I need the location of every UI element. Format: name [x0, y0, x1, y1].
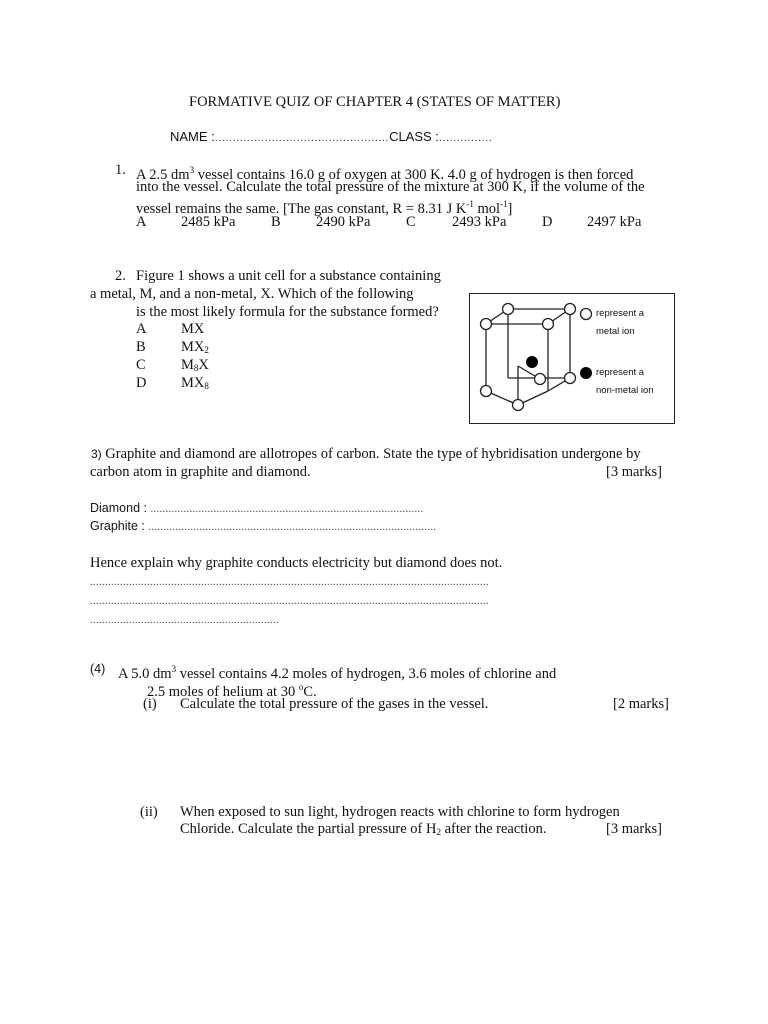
q1-option-c[interactable] — [406, 214, 416, 231]
q1-line-2: into the vessel. Calculate the total pressure of the mixture at 300 K, if the volume of the — [136, 179, 645, 195]
metal-ion — [565, 304, 576, 315]
name-class-line — [170, 128, 492, 147]
q3-line-1 — [91, 446, 641, 463]
explain-answer-line-2[interactable]: ..................................................................................................................................... — [90, 596, 489, 607]
q1-option-a-letter: A — [136, 214, 147, 230]
q2-option-c-letter: C — [136, 357, 146, 373]
explain-answer-line-3[interactable]: ............................................................... — [90, 615, 279, 626]
q1-line-3-a: vessel remains the same. [The gas constant, R = 8.31 J K — [136, 201, 467, 217]
q2-option-c-base: M — [181, 357, 194, 373]
q2-option-b-letter: B — [136, 339, 146, 355]
legend-metal — [596, 305, 644, 341]
name-label: NAME : — [170, 129, 215, 144]
q2-number: 2. — [115, 268, 126, 284]
q2-option-a-base: MX — [181, 321, 205, 337]
q2-line-1: Figure 1 shows a unit cell for a substance containing — [136, 268, 441, 284]
q1-line-1-b: vessel contains 16.0 g of oxygen at 300 K. 4.0 g of hydrogen is then forced — [194, 167, 634, 183]
q1-option-d[interactable] — [542, 214, 552, 231]
diamond-line — [90, 500, 424, 518]
q4-part-ii-line-2-sub: 2 — [436, 827, 441, 837]
q4-line-2-sup: o — [298, 682, 304, 692]
q1-option-a-value: 2485 kPa — [181, 214, 236, 230]
q2-option-c[interactable] — [136, 357, 146, 374]
q4-part-ii-line-2 — [180, 821, 546, 841]
q2-option-b-sub: 2 — [204, 345, 209, 355]
q1-option-c-letter: C — [406, 214, 416, 230]
q2-option-d-sub: 8 — [204, 381, 209, 391]
q1-option-b[interactable] — [271, 214, 281, 231]
legend-metal-line-1: represent a — [596, 308, 645, 319]
graphite-answer-field[interactable]: ................................................................................................ — [148, 522, 437, 533]
non-metal-ion — [527, 357, 538, 368]
unit-cell-edges — [486, 309, 570, 405]
q2-option-b-base: MX — [181, 339, 205, 355]
q2-option-c-formula — [181, 357, 209, 377]
q4-part-i-text: Calculate the total pressure of the gases in the vessel. — [180, 696, 489, 712]
metal-ion — [535, 374, 546, 385]
q1-line-3-sup2: -1 — [500, 199, 508, 209]
metal-ion — [513, 400, 524, 411]
q4-part-ii-line-2-a: Chloride. Calculate the partial pressure of H — [180, 821, 437, 837]
q1-option-a[interactable] — [136, 214, 146, 231]
q1-option-d-letter: D — [542, 214, 553, 230]
legend-nonmetal-icon — [581, 368, 592, 379]
q2-option-d-base: MX — [181, 375, 205, 391]
q3-number: 3) — [91, 447, 102, 461]
q1-line-1-a: A 2.5 dm — [136, 167, 190, 183]
q1-option-d-value: 2497 kPa — [587, 214, 642, 230]
class-field[interactable]: ............... — [438, 132, 493, 144]
legend-metal-line-2: metal ion — [596, 326, 635, 337]
unit-cell-diagram — [470, 294, 676, 425]
q1-number: 1. — [115, 162, 126, 178]
q1-option-c-value: 2493 kPa — [452, 214, 507, 230]
q2-option-d-formula — [181, 375, 209, 395]
q2-option-b-formula — [181, 339, 209, 359]
q1-option-b-letter: B — [271, 214, 281, 230]
q2-line-3: is the most likely formula for the substance formed? — [136, 304, 439, 320]
q2-option-a-letter: A — [136, 321, 147, 337]
q4-part-ii-label: (ii) — [140, 804, 158, 820]
metal-ion — [565, 373, 576, 384]
legend-nonmetal — [596, 364, 654, 400]
q4-line-1-a: A 5.0 dm — [118, 666, 172, 682]
q4-line-1-b: vessel contains 4.2 moles of hydrogen, 3.6 moles of chlorine and — [176, 666, 557, 682]
q1-line-3-b: mol — [473, 201, 501, 217]
graphite-line — [90, 518, 437, 536]
q2-option-c-sub: 8 — [193, 363, 199, 373]
q3-marks: [3 marks] — [606, 464, 662, 480]
q2-line-2: a metal, M, and a non-metal, X. Which of the following — [90, 286, 414, 302]
q4-part-ii-line-2-b: after the reaction. — [440, 821, 547, 837]
legend-nonmetal-line-1: represent a — [596, 367, 645, 378]
metal-ion — [543, 319, 554, 330]
metal-ion — [481, 386, 492, 397]
q1-line-1-sup: 3 — [189, 165, 195, 175]
class-label: CLASS : — [389, 129, 439, 144]
q1-option-b-value: 2490 kPa — [316, 214, 371, 230]
name-field[interactable]: ................................................. — [214, 132, 390, 144]
explain-answer-line-1[interactable]: ..................................................................................................................................... — [90, 577, 489, 588]
diamond-answer-field[interactable]: ........................................................................................... — [150, 504, 424, 515]
legend-metal-icon — [581, 309, 592, 320]
q4-part-ii-line-1: When exposed to sun light, hydrogen reacts with chlorine to form hydrogen — [180, 804, 620, 820]
legend-nonmetal-line-2: non-metal ion — [596, 385, 654, 396]
graphite-label: Graphite : — [90, 519, 145, 533]
q1-line-3-sup1: -1 — [466, 199, 474, 209]
q4-number: (4) — [90, 662, 106, 676]
q3-line-1-text: Graphite and diamond are allotropes of carbon. State the type of hybridisation undergone by — [101, 446, 641, 462]
metal-ion — [503, 304, 514, 315]
q1-line-3-c: ] — [507, 201, 513, 217]
q2-option-d[interactable] — [136, 375, 146, 392]
q3-line-2: carbon atom in graphite and diamond. — [90, 464, 311, 480]
page-title: FORMATIVE QUIZ OF CHAPTER 4 (STATES OF MATTER) — [189, 94, 561, 110]
q4-part-i-label: (i) — [143, 696, 157, 712]
q2-option-a[interactable] — [136, 321, 146, 338]
q4-line-2-b: C. — [303, 684, 317, 700]
q4-line-1-sup: 3 — [171, 664, 177, 674]
q2-option-b[interactable] — [136, 339, 146, 356]
q2-option-c-tail: X — [198, 357, 209, 373]
q4-part-i-marks: [2 marks] — [613, 696, 669, 712]
q2-option-a-formula — [181, 321, 204, 338]
diamond-label: Diamond : — [90, 501, 147, 515]
metal-ion — [481, 319, 492, 330]
q2-option-d-letter: D — [136, 375, 147, 391]
q4-line-2-a: 2.5 moles of helium at 30 — [147, 684, 299, 700]
unit-cell-figure — [469, 293, 675, 424]
q3-explain: Hence explain why graphite conducts electricity but diamond does not. — [90, 555, 503, 571]
q4-part-ii-marks: [3 marks] — [606, 821, 662, 837]
